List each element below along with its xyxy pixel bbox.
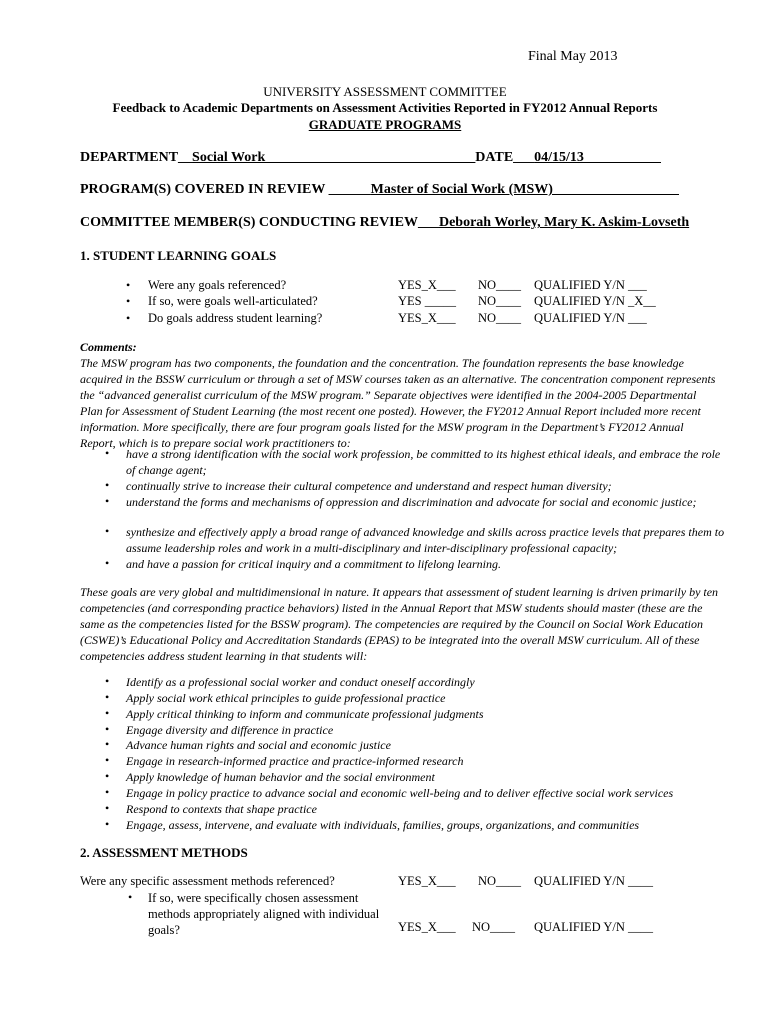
section-1-title: 1. STUDENT LEARNING GOALS bbox=[80, 248, 277, 263]
comments-label: Comments: bbox=[80, 340, 137, 354]
bullet: • bbox=[105, 494, 110, 508]
no-answer: NO____ bbox=[478, 874, 522, 888]
bullet: • bbox=[105, 769, 110, 783]
bullet: • bbox=[105, 556, 110, 570]
question-text: Were any goals referenced? bbox=[148, 278, 287, 292]
comments-paragraph: The MSW program has two components, the foundation and the concentration. The foundation represents the base knowledge acquired in the BSSW curriculum or through a set of MSW courses taken as an alternative. The concentration component represents the “advanced generalist curriculum of the MSW program.” Separate objectives were identified in the 2004-2005 Departmental Plan for Assessment of Student Learning (the most recent one posted). However, the FY2012 Annual Report included more recent information. More specifically, there are four program goals listed for the MSW program in the Department’s FY2012 Annual Report, which is to prepare social work practitioners to: bbox=[80, 356, 716, 450]
competency-item: Respond to contexts that shape practice bbox=[126, 802, 317, 816]
bullet: • bbox=[105, 722, 110, 736]
qualified-answer: QUALIFIED Y/N ___ bbox=[534, 278, 647, 292]
qualified-answer: QUALIFIED Y/N _X__ bbox=[534, 294, 656, 308]
bullet: • bbox=[105, 478, 110, 492]
committee-value: Deborah Worley, Mary K. Askim-Lovseth bbox=[438, 215, 690, 230]
bullet: • bbox=[126, 294, 131, 308]
bullet: • bbox=[105, 674, 110, 688]
date-value: 04/15/13___________ bbox=[534, 150, 661, 165]
competency-item: Apply critical thinking to inform and communicate professional judgments bbox=[126, 707, 484, 721]
program-goal-item: and have a passion for critical inquiry and a commitment to lifelong learning. bbox=[126, 557, 501, 571]
final-date-note: Final May 2013 bbox=[528, 49, 618, 64]
competency-item: Identify as a professional social worker and conduct oneself accordingly bbox=[126, 675, 475, 689]
bullet: • bbox=[105, 690, 110, 704]
program-goal-item: synthesize and effectively apply a broad range of advanced knowledge and skills across practice levels that prepares them to assume leadership roles and work in a multi-disciplinary and inter-disciplinary professional capacity; bbox=[126, 525, 725, 555]
committee-heading: UNIVERSITY ASSESSMENT COMMITTEE bbox=[263, 84, 507, 99]
competency-item: Engage in policy practice to advance social and economic well-being and to deliver effective social work services bbox=[126, 786, 674, 800]
no-answer: NO____ bbox=[478, 311, 522, 325]
qualified-answer: QUALIFIED Y/N ___ bbox=[534, 311, 647, 325]
no-answer: NO____ bbox=[478, 278, 522, 292]
bullet: • bbox=[105, 737, 110, 751]
program-field bbox=[80, 182, 679, 198]
committee-field bbox=[80, 215, 689, 231]
bullet: • bbox=[105, 524, 110, 538]
program-level-heading: GRADUATE PROGRAMS bbox=[308, 117, 462, 132]
bullet: • bbox=[126, 311, 131, 325]
committee-label: COMMITTEE MEMBER(S) CONDUCTING REVIEW___ bbox=[80, 215, 439, 230]
bullet: • bbox=[105, 446, 110, 460]
qualified-answer: QUALIFIED Y/N ____ bbox=[534, 920, 653, 934]
bullet: • bbox=[126, 278, 131, 292]
bullet: • bbox=[105, 706, 110, 720]
yes-answer: YES_X___ bbox=[398, 874, 456, 888]
yes-answer: YES_X___ bbox=[398, 278, 456, 292]
competency-item: Advance human rights and social and economic justice bbox=[126, 738, 391, 752]
yes-answer: YES _____ bbox=[398, 294, 456, 308]
bullet: • bbox=[128, 890, 133, 904]
bullet: • bbox=[105, 753, 110, 767]
qualified-answer: QUALIFIED Y/N ____ bbox=[534, 874, 653, 888]
bullet: • bbox=[105, 817, 110, 831]
department-field bbox=[80, 150, 661, 166]
program-goal-item: continually strive to increase their cultural competence and understand and respect human diversity; bbox=[126, 479, 612, 493]
competency-item: Apply knowledge of human behavior and the social environment bbox=[126, 770, 435, 784]
program-goal-item: have a strong identification with the social work profession, be committed to its highest ethical ideals, and embrace the role of change agent; bbox=[126, 447, 721, 477]
competency-item: Apply social work ethical principles to guide professional practice bbox=[126, 691, 446, 705]
competency-item: Engage diversity and difference in practice bbox=[126, 723, 334, 737]
question-text: Were any specific assessment methods referenced? bbox=[80, 874, 335, 888]
document-subtitle: Feedback to Academic Departments on Assessment Activities Reported in FY2012 Annual Reports bbox=[112, 100, 658, 115]
section-2-title: 2. ASSESSMENT METHODS bbox=[80, 845, 248, 860]
competency-item: Engage, assess, intervene, and evaluate with individuals, families, groups, organizations, and communities bbox=[126, 818, 640, 832]
no-answer: NO____ bbox=[478, 294, 522, 308]
question-text: Do goals address student learning? bbox=[148, 311, 323, 325]
program-value: Master of Social Work (MSW)__________________ bbox=[370, 182, 679, 197]
question-text: If so, were goals well-articulated? bbox=[148, 294, 318, 308]
competencies-intro-paragraph: These goals are very global and multidimensional in nature. It appears that assessment of student learning is driven primarily by ten competencies (and corresponding practice behaviors) listed in the Annual Report that MSW students should master (these are the same as the competencies listed for the BSSW program). The competencies are required by the Council on Social Work Education (CSWE)’s Educational Policy and Accreditation Standards (EPAS) to be integrated into the overall MSW curriculum. All of these competencies address student learning in that students will: bbox=[80, 585, 719, 663]
question-text: If so, were specifically chosen assessment methods appropriately aligned with individual goals? bbox=[148, 891, 380, 937]
competency-item: Engage in research-informed practice and practice-informed research bbox=[126, 754, 464, 768]
program-goal-item: understand the forms and mechanisms of oppression and discrimination and advocate for social and economic justice; bbox=[126, 495, 697, 509]
program-label: PROGRAM(S) COVERED IN REVIEW ______ bbox=[80, 182, 371, 197]
yes-answer: YES_X___ bbox=[398, 920, 456, 934]
no-answer: NO____ bbox=[472, 920, 516, 934]
bullet: • bbox=[105, 801, 110, 815]
bullet: • bbox=[105, 785, 110, 799]
date-label: DATE___ bbox=[475, 150, 535, 165]
department-value: Social Work______________________________ bbox=[192, 150, 476, 165]
department-label: DEPARTMENT__ bbox=[80, 150, 193, 165]
yes-answer: YES_X___ bbox=[398, 311, 456, 325]
